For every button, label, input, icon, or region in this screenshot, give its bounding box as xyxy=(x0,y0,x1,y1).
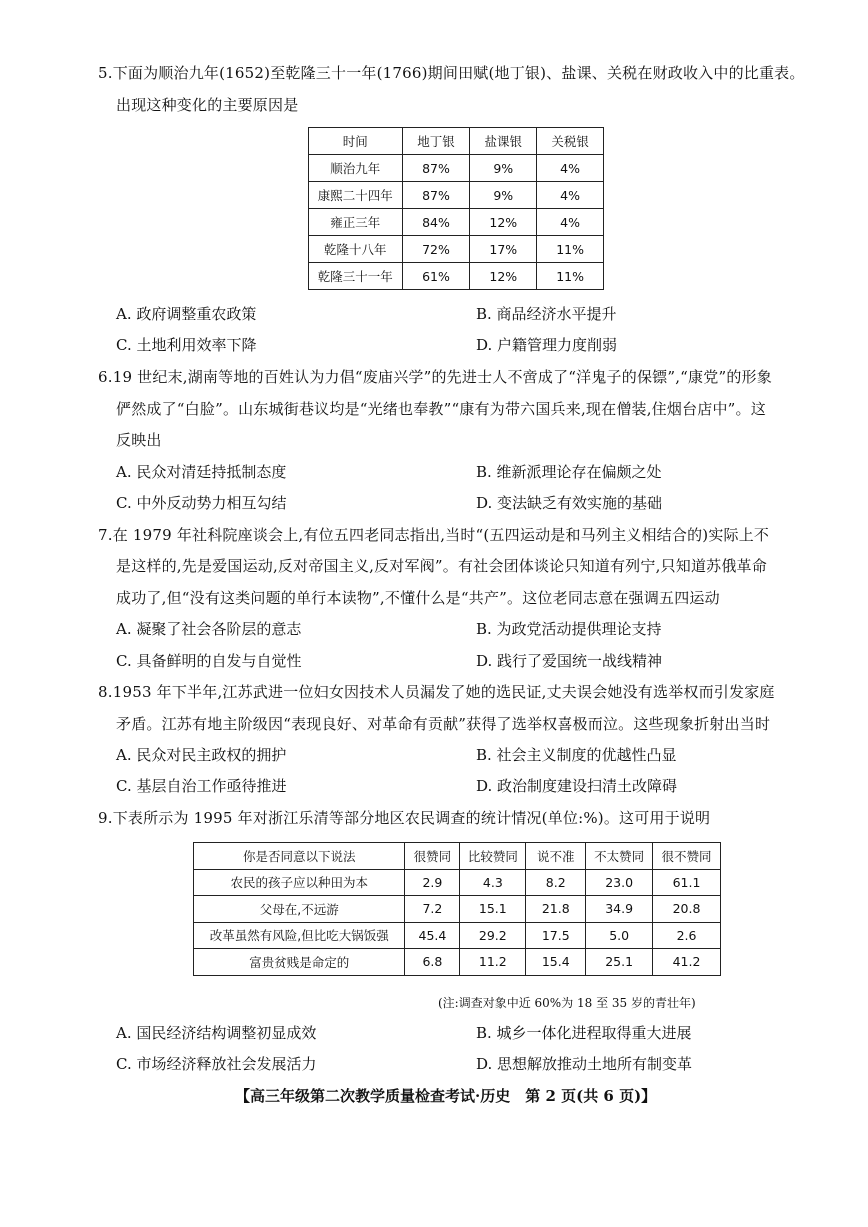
table-row xyxy=(194,922,721,949)
table-cell: 12% xyxy=(470,209,537,236)
q5-option-b[interactable]: B. 商品经济水平提升 xyxy=(476,305,617,323)
table-row xyxy=(194,949,721,976)
q9-option-d[interactable]: D. 思想解放推动土地所有制变革 xyxy=(476,1055,693,1073)
table-cell: 15.1 xyxy=(460,896,526,923)
q5-option-a[interactable]: A. 政府调整重农政策 xyxy=(116,305,257,323)
table-cell: 4.3 xyxy=(460,869,526,896)
table-cell: 5.0 xyxy=(586,922,653,949)
q9-option-c[interactable]: C. 市场经济释放社会发展活力 xyxy=(116,1055,317,1073)
table-header-row xyxy=(194,843,721,870)
table-header-cell: 你是否同意以下说法 xyxy=(194,843,405,870)
table-cell: 11% xyxy=(537,236,604,263)
table-cell: 雍正三年 xyxy=(309,209,403,236)
table-header-cell: 不太赞同 xyxy=(586,843,653,870)
table-cell: 6.8 xyxy=(405,949,460,976)
table-cell: 4% xyxy=(537,182,604,209)
table-cell: 农民的孩子应以种田为本 xyxy=(194,869,405,896)
table-header-cell: 时间 xyxy=(309,128,403,155)
table-cell: 17.5 xyxy=(526,922,586,949)
q7-option-d[interactable]: D. 践行了爱国统一战线精神 xyxy=(476,652,663,670)
table-cell: 乾隆十八年 xyxy=(309,236,403,263)
table-cell: 9% xyxy=(470,182,537,209)
q7-option-b[interactable]: B. 为政党活动提供理论支持 xyxy=(476,620,662,638)
q8-option-d[interactable]: D. 政治制度建设扫清土改障碍 xyxy=(476,777,678,795)
table-cell: 父母在,不远游 xyxy=(194,896,405,923)
table-cell: 34.9 xyxy=(586,896,653,923)
table-header-cell: 很赞同 xyxy=(405,843,460,870)
table-cell: 15.4 xyxy=(526,949,586,976)
table-header-cell: 盐课银 xyxy=(470,128,537,155)
table-cell: 12% xyxy=(470,263,537,290)
table-cell: 8.2 xyxy=(526,869,586,896)
table-row xyxy=(309,236,604,263)
table-cell: 21.8 xyxy=(526,896,586,923)
page-footer: 【高三年级第二次教学质量检查考试·历史 第 2 页(共 6 页)】 xyxy=(235,1087,657,1105)
q9-option-b[interactable]: B. 城乡一体化进程取得重大进展 xyxy=(476,1024,692,1042)
table-row xyxy=(194,896,721,923)
q5-table xyxy=(308,127,604,290)
q8-stem-line-1: 8.1953 年下半年,江苏武进一位妇女因技术人员漏发了她的选民证,丈夫误会她没有选举权而引发家庭 xyxy=(98,683,775,701)
table-row xyxy=(194,869,721,896)
table-cell: 9% xyxy=(470,155,537,182)
table-header-cell: 说不准 xyxy=(526,843,586,870)
table-cell: 20.8 xyxy=(653,896,721,923)
table-cell: 乾隆三十一年 xyxy=(309,263,403,290)
q5-stem-line-1: 5.下面为顺治九年(1652)至乾隆三十一年(1766)期间田赋(地丁银)、盐课、关税在财政收入中的比重表。 xyxy=(98,64,805,82)
table-cell: 17% xyxy=(470,236,537,263)
q7-stem-line-1: 7.在 1979 年社科院座谈会上,有位五四老同志指出,当时“(五四运动是和马列主义相结合的)实际上不 xyxy=(98,526,770,544)
table-row xyxy=(309,263,604,290)
table-cell: 23.0 xyxy=(586,869,653,896)
q5-option-d[interactable]: D. 户籍管理力度削弱 xyxy=(476,336,618,354)
table-header-cell: 关税银 xyxy=(537,128,604,155)
q6-stem-line-2: 俨然成了“白脸”。山东城街巷议均是“光绪也奉教”“康有为带六国兵来,现在僧装,住烟台店中”。这 xyxy=(116,400,766,418)
q8-option-a[interactable]: A. 民众对民主政权的拥护 xyxy=(116,746,287,764)
table-cell: 11% xyxy=(537,263,604,290)
q8-stem-line-2: 矛盾。江苏有地主阶级因“表现良好、对革命有贡献”获得了选举权喜极而泣。这些现象折射出当时 xyxy=(116,715,771,733)
q9-table-note: (注:调查对象中近 60%为 18 至 35 岁的青壮年) xyxy=(438,996,696,1010)
q6-option-b[interactable]: B. 维新派理论存在偏颇之处 xyxy=(476,463,662,481)
table-cell: 7.2 xyxy=(405,896,460,923)
table-cell: 改革虽然有风险,但比吃大锅饭强 xyxy=(194,922,405,949)
table-row xyxy=(309,182,604,209)
table-header-cell: 很不赞同 xyxy=(653,843,721,870)
table-cell: 87% xyxy=(402,155,470,182)
table-cell: 45.4 xyxy=(405,922,460,949)
q7-option-a[interactable]: A. 凝聚了社会各阶层的意志 xyxy=(116,620,302,638)
table-header-cell: 比较赞同 xyxy=(460,843,526,870)
table-cell: 2.6 xyxy=(653,922,721,949)
table-header-row xyxy=(309,128,604,155)
table-row xyxy=(309,209,604,236)
table-cell: 11.2 xyxy=(460,949,526,976)
table-cell: 29.2 xyxy=(460,922,526,949)
table-cell: 41.2 xyxy=(653,949,721,976)
table-cell: 84% xyxy=(402,209,470,236)
q6-option-c[interactable]: C. 中外反动势力相互勾结 xyxy=(116,494,287,512)
table-cell: 87% xyxy=(402,182,470,209)
q8-option-b[interactable]: B. 社会主义制度的优越性凸显 xyxy=(476,746,677,764)
table-cell: 61% xyxy=(402,263,470,290)
table-cell: 61.1 xyxy=(653,869,721,896)
q9-table xyxy=(193,842,721,976)
q7-stem-line-3: 成功了,但“没有这类问题的单行本读物”,不懂什么是“共产”。这位老同志意在强调五四运动 xyxy=(116,589,720,607)
table-cell: 72% xyxy=(402,236,470,263)
q6-option-a[interactable]: A. 民众对清廷持抵制态度 xyxy=(116,463,287,481)
table-cell: 2.9 xyxy=(405,869,460,896)
q6-stem-line-1: 6.19 世纪末,湖南等地的百姓认为力倡“废庙兴学”的先进士人不啻成了“洋鬼子的保镖”,“康党”的形象 xyxy=(98,368,772,386)
q6-stem-line-3: 反映出 xyxy=(116,431,162,449)
table-row xyxy=(309,155,604,182)
table-cell: 4% xyxy=(537,209,604,236)
table-cell: 4% xyxy=(537,155,604,182)
q9-stem-line: 9.下表所示为 1995 年对浙江乐清等部分地区农民调查的统计情况(单位:%)。这可用于说明 xyxy=(98,809,711,827)
table-cell: 顺治九年 xyxy=(309,155,403,182)
q5-option-c[interactable]: C. 土地利用效率下降 xyxy=(116,336,257,354)
table-cell: 富贵贫贱是命定的 xyxy=(194,949,405,976)
table-cell: 25.1 xyxy=(586,949,653,976)
q7-option-c[interactable]: C. 具备鲜明的自发与自觉性 xyxy=(116,652,302,670)
table-cell: 康熙二十四年 xyxy=(309,182,403,209)
q7-stem-line-2: 是这样的,先是爱国运动,反对帝国主义,反对军阀”。有社会团体谈论只知道有列宁,只知道苏俄革命 xyxy=(116,557,767,575)
q6-option-d[interactable]: D. 变法缺乏有效实施的基础 xyxy=(476,494,663,512)
q8-option-c[interactable]: C. 基层自治工作亟待推进 xyxy=(116,777,287,795)
q5-stem-line-2: 出现这种变化的主要原因是 xyxy=(116,96,299,114)
q9-option-a[interactable]: A. 国民经济结构调整初显成效 xyxy=(116,1024,317,1042)
table-header-cell: 地丁银 xyxy=(402,128,470,155)
